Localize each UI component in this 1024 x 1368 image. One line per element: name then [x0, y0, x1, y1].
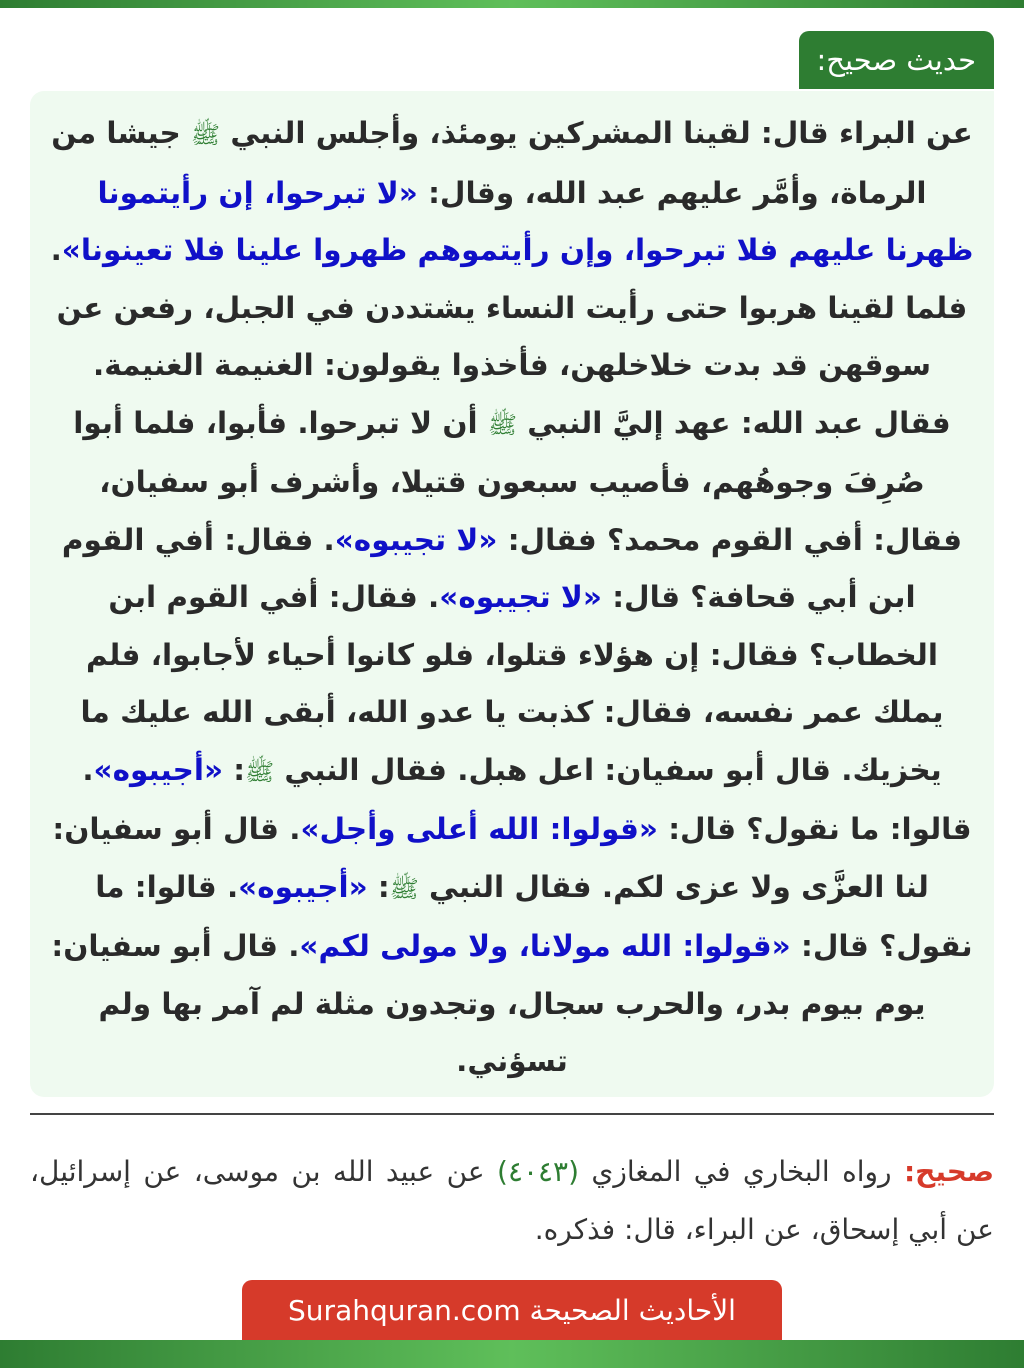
prophet-quote: «لا تجيبوه» [439, 580, 602, 614]
prophet-quote: «قولوا: الله أعلى وأجل» [300, 812, 658, 846]
source-text: عن عبيد الله بن موسى، عن إسرائيل، عن أبي إسحاق، عن البراء، قال: فذكره. [30, 1155, 994, 1246]
hadith-grade-badge: حديث صحيح: [799, 31, 995, 89]
hadith-source [30, 1143, 994, 1259]
hadith-segment: . قال أبو سفيان: يوم بيوم بدر، والحرب سجال، وتجدون مثلة لم آمر بها ولم تسؤني. [51, 929, 926, 1078]
hadith-segment: عن البراء قال: لقينا المشركين يومئذ، وأجلس النبي [220, 116, 973, 150]
prophet-quote: «لا تجيبوه» [334, 522, 498, 557]
hadith-segment: : [367, 869, 390, 904]
salla-glyph: ﷺ [245, 757, 275, 786]
source-text: رواه البخاري في المغازي [579, 1155, 904, 1188]
hadith-segment: . فقال: أفي القوم ابن أبي قحافة؟ قال: [61, 522, 916, 614]
prophet-quote: «أجيبوه» [238, 869, 368, 904]
hadith-segment: أن لا تبرحوا. فأبوا، فلما أبوا صُرِفَ وجوهُهم، فأصيب سبعون قتيلا، وأشرف أبو سفيان، فقال: أفي القوم محمد؟ فقال: [73, 405, 963, 557]
bottom-accent-bar [0, 1340, 1024, 1368]
hadith-text-box [30, 91, 994, 1097]
hadith-segment: . قالوا: ما نقول؟ قال: [95, 869, 973, 963]
salla-glyph: ﷺ [191, 121, 221, 149]
salla-glyph: ﷺ [487, 410, 517, 439]
salla-glyph: ﷺ [389, 874, 419, 903]
hadith-segment: جيشا من الرماة، وأمَّر عليهم عبد الله، وقال: [51, 116, 927, 210]
section-divider [30, 1113, 994, 1115]
source-grade: صحيح: [903, 1155, 994, 1188]
hadith-segment: . فلما لقينا هربوا حتى رأيت النساء يشتددن في الجبل، رفعن عن سوقهن قد بدت خلاخلهن، فأخذوا يقولون: الغنيمة الغنيمة. فقال عبد الله: عهد إليَّ النبي [50, 233, 968, 440]
prophet-quote: «أجيبوه» [93, 752, 224, 787]
hadith-number: (٤٠٤٣) [497, 1155, 580, 1188]
site-link-badge[interactable]: الأحاديث الصحيحة Surahquran.com [242, 1280, 782, 1342]
hadith-segment: . قال أبو سفيان: لنا العزَّى ولا عزى لكم. فقال النبي [52, 812, 929, 904]
prophet-quote: «قولوا: الله مولانا، ولا مولى لكم» [299, 929, 791, 963]
hadith-segment: : [223, 752, 246, 787]
hadith-segment: . قالوا: ما نقول؟ قال: [82, 752, 972, 846]
prophet-quote: «لا تبرحوا، إن رأيتمونا ظهرنا عليهم فلا تبرحوا، وإن رأيتموهم ظهروا علينا فلا تعينونا» [61, 175, 974, 267]
top-accent-bar [0, 0, 1024, 8]
hadith-text [50, 105, 974, 1091]
hadith-segment: . فقال: أفي القوم ابن الخطاب؟ فقال: إن هؤلاء قتلوا، فلو كانوا أحياء لأجابوا، فلم يملك عمر نفسه، فقال: كذبت يا عدو الله، أبقى الله عليك ما يخزيك. قال أبو سفيان: اعل هبل. فقال النبي [80, 580, 944, 787]
